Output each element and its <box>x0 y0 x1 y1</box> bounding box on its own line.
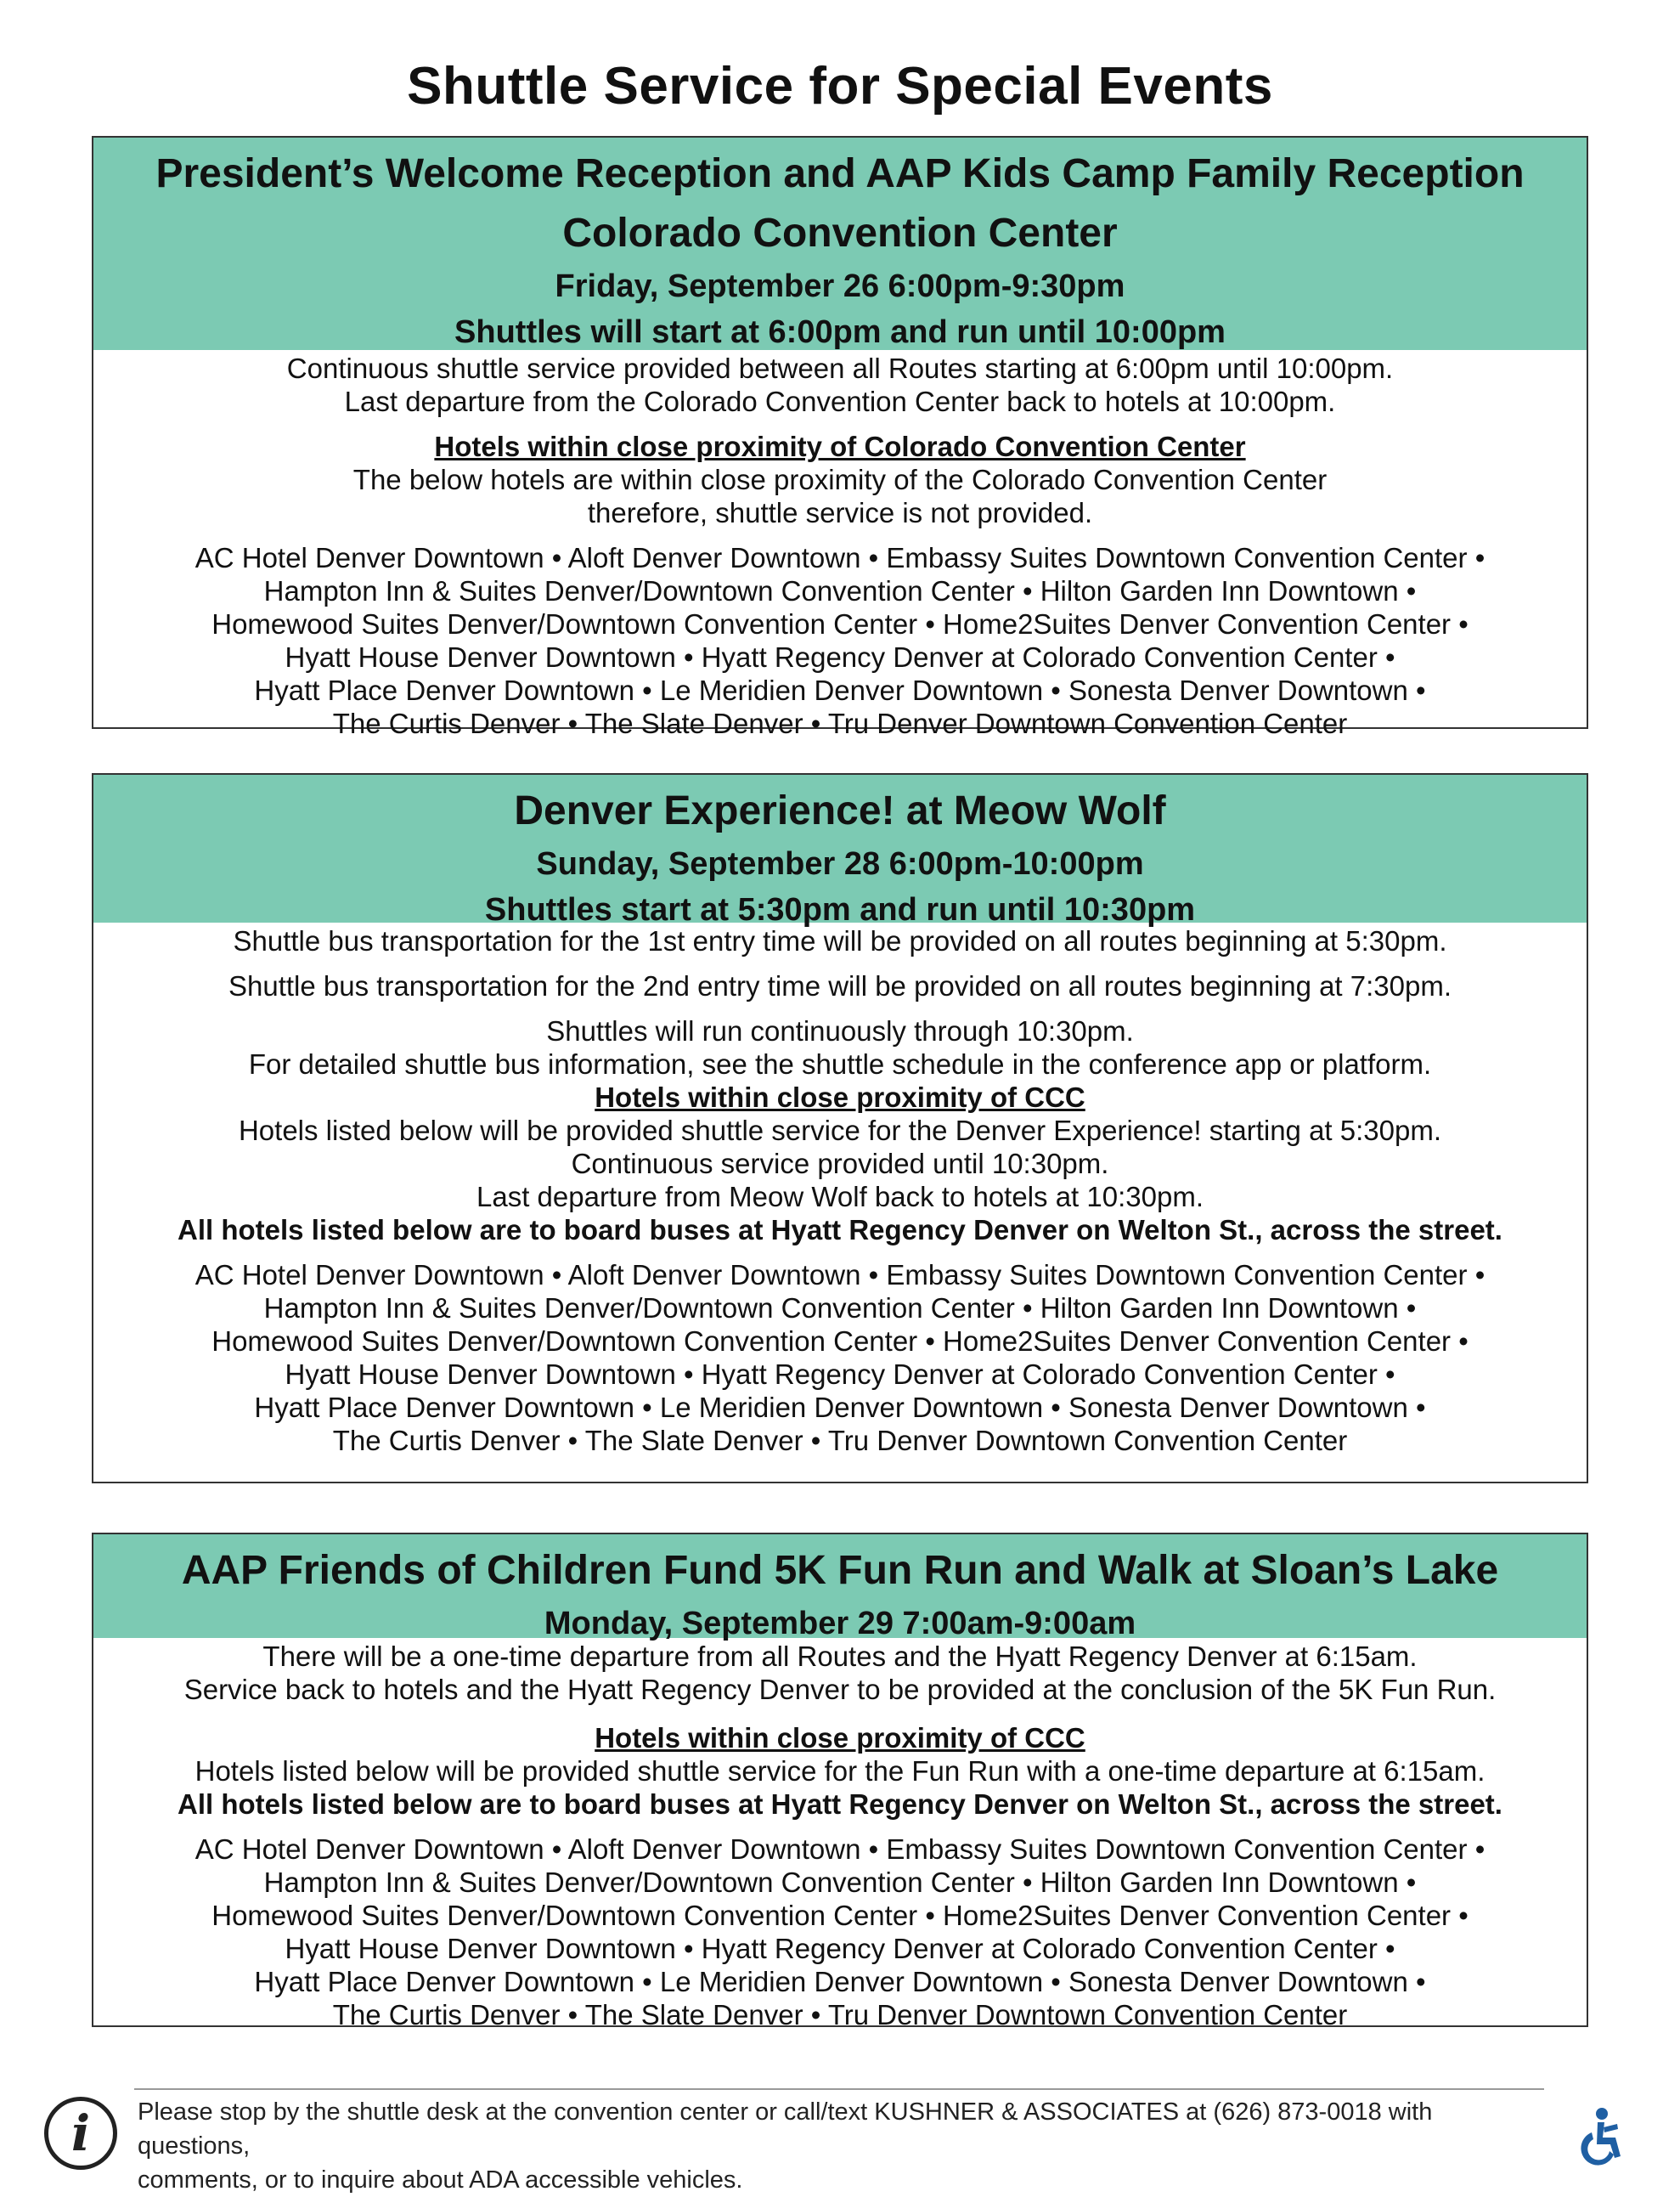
footer-divider <box>134 2088 1544 2090</box>
hotel-list-line: AC Hotel Denver Downtown • Aloft Denver Downtown • Embassy Suites Downtown Convention Center • <box>194 542 1486 573</box>
hotels-note: Continuous service provided until 10:30pm. <box>571 1148 1109 1179</box>
hotel-list-line: Homewood Suites Denver/Downtown Convention Center • Home2Suites Denver Convention Center • <box>211 608 1469 640</box>
event-venue: Colorado Convention Center <box>562 211 1118 256</box>
hotels-note: Hotels listed below will be provided shuttle service for the Denver Experience! starting at 5:30pm. <box>238 1115 1442 1146</box>
hotel-list-line: Hyatt Place Denver Downtown • Le Meridien Denver Downtown • Sonesta Denver Downtown • <box>254 1966 1426 1997</box>
event-header <box>93 1534 1587 1641</box>
event-date: Monday, September 29 7:00am-9:00am <box>544 1606 1136 1641</box>
continuous-note: Shuttles will run continuously through 10:30pm. <box>546 1015 1134 1047</box>
hotels-note: therefore, shuttle service is not provided. <box>587 497 1093 528</box>
hotels-note: Hotels listed below will be provided shuttle service for the Fun Run with a one-time departure at 6:15am. <box>194 1755 1486 1787</box>
event-body <box>93 1638 1587 2031</box>
board-note: All hotels listed below are to board buses at Hyatt Regency Denver on Welton St., across the street. <box>178 1788 1502 1820</box>
hotels-heading: Hotels within close proximity of CCC <box>595 1722 1085 1754</box>
event-title: President’s Welcome Reception and AAP Kids Camp Family Reception <box>155 151 1525 196</box>
event-date: Friday, September 26 6:00pm-9:30pm <box>555 268 1125 304</box>
hotel-list-line: The Curtis Denver • The Slate Denver • Tru Denver Downtown Convention Center <box>332 708 1348 739</box>
hotels-heading: Hotels within close proximity of CCC <box>595 1082 1085 1113</box>
event-body <box>93 923 1587 1457</box>
event-card-welcome-reception <box>92 136 1588 739</box>
entry-2-note: Shuttle bus transportation for the 2nd entry time will be provided on all routes beginning at 7:30pm. <box>228 970 1452 1002</box>
continuous-note: For detailed shuttle bus information, see the shuttle schedule in the conference app or platform. <box>248 1048 1432 1080</box>
intro-line: Last departure from the Colorado Convention Center back to hotels at 10:00pm. <box>344 386 1336 417</box>
shuttle-times: Shuttles will start at 6:00pm and run until 10:00pm <box>454 314 1226 350</box>
hotel-list-line: The Curtis Denver • The Slate Denver • Tru Denver Downtown Convention Center <box>332 1999 1348 2030</box>
entry-1-note: Shuttle bus transportation for the 1st entry time will be provided on all routes beginning at 5:30pm. <box>233 925 1447 957</box>
hotel-list-line: Homewood Suites Denver/Downtown Convention Center • Home2Suites Denver Convention Center • <box>211 1900 1469 1931</box>
hotel-list-line: Hampton Inn & Suites Denver/Downtown Convention Center • Hilton Garden Inn Downtown • <box>263 575 1417 607</box>
intro-line: There will be a one-time departure from all Routes and the Hyatt Regency Denver at 6:15am. <box>262 1641 1418 1672</box>
shuttle-times: Shuttles start at 5:30pm and run until 10:30pm <box>484 892 1196 928</box>
hotel-list-line: Hampton Inn & Suites Denver/Downtown Convention Center • Hilton Garden Inn Downtown • <box>263 1292 1417 1324</box>
footer-note <box>138 2095 1548 2197</box>
hotel-list-line: Hyatt House Denver Downtown • Hyatt Regency Denver at Colorado Convention Center • <box>285 1933 1395 1964</box>
event-title: AAP Friends of Children Fund 5K Fun Run and Walk at Sloan’s Lake <box>181 1548 1499 1593</box>
page-title: Shuttle Service for Special Events <box>407 57 1273 116</box>
event-date: Sunday, September 28 6:00pm-10:00pm <box>536 846 1144 882</box>
hotel-list-line: AC Hotel Denver Downtown • Aloft Denver Downtown • Embassy Suites Downtown Convention Center • <box>194 1259 1486 1291</box>
hotel-list-line: Hyatt Place Denver Downtown • Le Meridien Denver Downtown • Sonesta Denver Downtown • <box>254 1392 1426 1423</box>
event-title: Denver Experience! at Meow Wolf <box>514 788 1166 833</box>
hotels-note: The below hotels are within close proximity of the Colorado Convention Center <box>352 464 1328 495</box>
intro-line: Continuous shuttle service provided between all Routes starting at 6:00pm until 10:00pm. <box>286 353 1394 384</box>
hotels-heading: Hotels within close proximity of Colorado Convention Center <box>434 431 1246 462</box>
hotel-list-line: Hampton Inn & Suites Denver/Downtown Convention Center • Hilton Garden Inn Downtown • <box>263 1867 1417 1898</box>
hotel-list-line: Homewood Suites Denver/Downtown Convention Center • Home2Suites Denver Convention Center • <box>211 1325 1469 1357</box>
footer-line: comments, or to inquire about ADA accessible vehicles. <box>138 2166 743 2194</box>
hotel-list-line: Hyatt House Denver Downtown • Hyatt Regency Denver at Colorado Convention Center • <box>285 1358 1395 1390</box>
footer-line: Please stop by the shuttle desk at the convention center or call/text KUSHNER & ASSOCIATES at (626) 873-0018 with questions, <box>138 2098 1433 2160</box>
intro-line: Service back to hotels and the Hyatt Regency Denver to be provided at the conclusion of the 5K Fun Run. <box>183 1674 1497 1705</box>
board-note: All hotels listed below are to board buses at Hyatt Regency Denver on Welton St., across the street. <box>178 1214 1502 1245</box>
event-header <box>93 775 1587 928</box>
hotel-list-line: The Curtis Denver • The Slate Denver • Tru Denver Downtown Convention Center <box>332 1425 1348 1456</box>
info-icon: i <box>44 2097 117 2170</box>
event-card-meow-wolf <box>92 773 1588 1483</box>
event-card-fun-run <box>92 1533 1588 2030</box>
event-header <box>93 138 1587 350</box>
hotel-list-line: AC Hotel Denver Downtown • Aloft Denver Downtown • Embassy Suites Downtown Convention Center • <box>194 1833 1486 1865</box>
event-body <box>93 350 1587 740</box>
accessibility-icon <box>1570 2107 1631 2168</box>
hotel-list-line: Hyatt House Denver Downtown • Hyatt Regency Denver at Colorado Convention Center • <box>285 641 1395 673</box>
hotel-list-line: Hyatt Place Denver Downtown • Le Meridien Denver Downtown • Sonesta Denver Downtown • <box>254 675 1426 706</box>
hotels-note: Last departure from Meow Wolf back to hotels at 10:30pm. <box>476 1181 1204 1212</box>
